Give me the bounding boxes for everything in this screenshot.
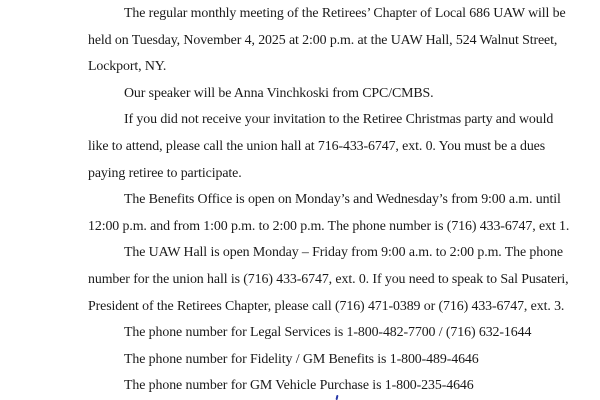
paragraph-speaker <box>88 81 518 108</box>
paragraph-meeting <box>88 1 566 81</box>
text-line: The phone number for Fidelity / GM Benefits is 1-800-489-4646 <box>124 351 479 367</box>
paragraph-legal-services <box>88 320 532 347</box>
paragraph-uaw-hall <box>88 240 569 320</box>
document-page <box>88 1 570 400</box>
text-line: Lockport, NY. <box>88 59 167 75</box>
text-line: like to attend, please call the union hall at 716-433-6747, ext. 0. You must be a dues <box>88 138 546 154</box>
text-line: The UAW Hall is open Monday – Friday from 9:00 a.m. to 2:00 p.m. The phone <box>124 245 563 261</box>
text-line: held on Tuesday, November 4, 2025 at 2:00 p.m. at the UAW Hall, 524 Walnut Street, <box>88 32 558 48</box>
paragraph-christmas-party <box>88 107 554 187</box>
text-line: The regular monthly meeting of the Retirees’ Chapter of Local 686 UAW will be <box>124 6 566 21</box>
text-line: If you did not receive your invitation to the Retiree Christmas party and would <box>124 112 554 128</box>
text-line: The phone number for GM Vehicle Purchase is 1-800-235-4646 <box>124 378 474 394</box>
paragraph-vehicle-purchase <box>88 373 518 400</box>
text-line: number for the union hall is (716) 433-6747, ext. 0. If you need to speak to Sal Pusateri, <box>88 271 569 287</box>
text-line: President of the Retirees Chapter, please call (716) 471-0389 or (716) 433-6747, ext. 3. <box>88 298 565 314</box>
text-line: The phone number for Legal Services is 1-800-482-7700 / (716) 632-1644 <box>124 325 532 341</box>
paragraph-fidelity <box>88 347 518 374</box>
text-line: 12:00 p.m. and from 1:00 p.m. to 2:00 p.m. The phone number is (716) 433-6747, ext 1. <box>88 218 570 234</box>
text-line: paying retiree to participate. <box>88 165 242 181</box>
text-line: Our speaker will be Anna Vinchkoski from CPC/CMBS. <box>124 85 434 101</box>
paragraph-benefits-office <box>88 187 570 240</box>
text-line: The Benefits Office is open on Monday’s and Wednesday’s from 9:00 a.m. until <box>124 192 561 208</box>
